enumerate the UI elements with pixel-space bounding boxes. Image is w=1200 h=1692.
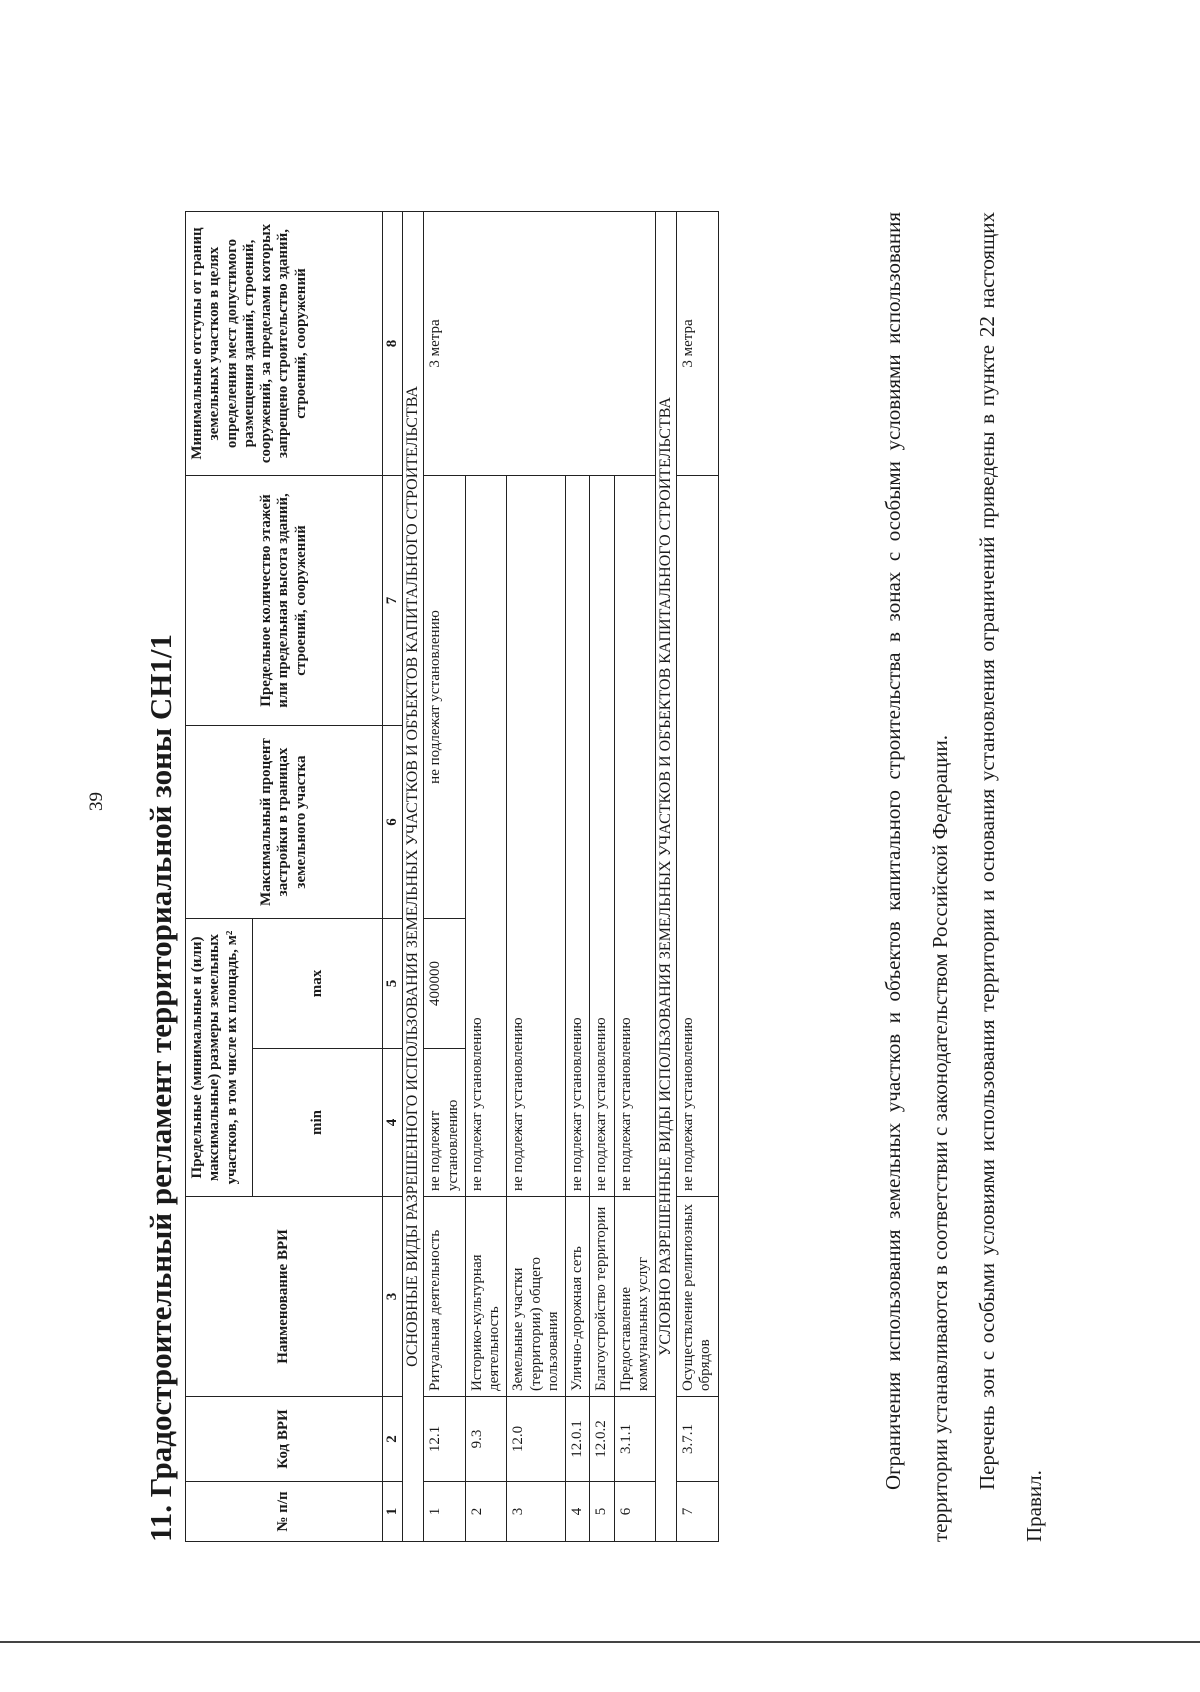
row-code: 12.0.1 xyxy=(566,1397,590,1482)
header-num: № п/п xyxy=(186,1482,383,1542)
row-num: 5 xyxy=(590,1482,614,1542)
row-num: 6 xyxy=(614,1482,656,1542)
table-row xyxy=(424,212,466,1542)
section-heading: УСЛОВНО РАЗРЕШЕННЫЕ ВИДЫ ИСПОЛЬЗОВАНИЯ ЗЕМЕЛЬНЫХ УЧАСТКОВ И ОБЪЕКТОВ КАПИТАЛЬНОГО СТРОИТЕЛЬСТВА xyxy=(656,212,677,1542)
row-name: Земельные участки (территории) общего пользования xyxy=(507,1197,566,1397)
row-code: 9.3 xyxy=(465,1397,507,1482)
row-max: 400000 xyxy=(424,919,466,1049)
row-num: 2 xyxy=(465,1482,507,1542)
row-code: 12.0 xyxy=(507,1397,566,1482)
row-code: 12.1 xyxy=(424,1397,466,1482)
column-number: 6 xyxy=(383,726,403,919)
column-number: 4 xyxy=(383,1049,403,1197)
column-number: 3 xyxy=(383,1197,403,1397)
column-number: 2 xyxy=(383,1397,403,1482)
header-percent: Максимальный процент застройки в границах земельного участка xyxy=(186,726,383,919)
page-number: 39 xyxy=(86,792,107,811)
header-row xyxy=(186,212,253,1542)
row-name: Благоустройство территории xyxy=(590,1197,614,1397)
row-name: Улично-дорожная сеть xyxy=(566,1197,590,1397)
row-min: не подлежит установлению xyxy=(424,1049,466,1197)
header-name: Наименование ВРИ xyxy=(186,1197,383,1397)
regulation-table xyxy=(185,211,719,1542)
column-number: 7 xyxy=(383,476,403,726)
section-heading: ОСНОВНЫЕ ВИДЫ РАЗРЕШЕННОГО ИСПОЛЬЗОВАНИЯ ЗЕМЕЛЬНЫХ УЧАСТКОВ И ОБЪЕКТОВ КАПИТАЛЬНОГО СТРОИТЕЛЬСТВА xyxy=(403,212,424,1542)
row-values: не подлежат установлению xyxy=(677,476,719,1197)
row-num: 4 xyxy=(566,1482,590,1542)
row-num: 1 xyxy=(424,1482,466,1542)
column-number-row xyxy=(383,212,403,1542)
column-number: 1 xyxy=(383,1482,403,1542)
section-main-row xyxy=(403,212,424,1542)
row-name: Ритуальная деятельность xyxy=(424,1197,466,1397)
body-text xyxy=(870,212,1058,1542)
row-values: не подлежат установлению xyxy=(507,476,566,1197)
row-name: Историко-культурная деятельность xyxy=(465,1197,507,1397)
paragraph-zones-list: Перечень зон с особыми условиями использования территории и основания установления ограничений приведены в пункте 22 настоящих Правил. xyxy=(975,212,1046,1542)
page-title: 11. Градостроительный регламент территориальной зоны СН1/1 xyxy=(143,634,178,1542)
row-values: не подлежат установлению xyxy=(465,476,507,1197)
header-size: Предельные (минимальные и (или) максимальные) размеры земельных участков, в том числе их площадь, м² xyxy=(186,919,253,1197)
row-code: 3.7.1 xyxy=(677,1397,719,1482)
row-name: Осуществление религиозных обрядов xyxy=(677,1197,719,1397)
table-row xyxy=(677,212,719,1542)
header-floors: Предельное количество этажей или предельная высота зданий, строений, сооружений xyxy=(186,476,383,726)
row-values: не подлежат установлению xyxy=(566,476,590,1197)
header-max: max xyxy=(253,919,383,1049)
row-code: 3.1.1 xyxy=(614,1397,656,1482)
section-conditional-row xyxy=(656,212,677,1542)
header-min: min xyxy=(253,1049,383,1197)
row-num: 7 xyxy=(677,1482,719,1542)
row-code: 12.0.2 xyxy=(590,1397,614,1482)
row-setback: 3 метра xyxy=(677,212,719,476)
row-num: 3 xyxy=(507,1482,566,1542)
paragraph-restrictions: Ограничения использования земельных участков и объектов капитального строительства в зонах с особыми условиями использования территории устанавливаются в соответствии с законодательством Российской Федерации. xyxy=(881,212,952,1542)
row-percent-floors: не подлежат установлению xyxy=(424,476,466,919)
row-setback: 3 метра xyxy=(424,212,656,476)
row-name: Предоставление коммунальных услуг xyxy=(614,1197,656,1397)
row-values: не подлежат установлению xyxy=(614,476,656,1197)
row-values: не подлежат установлению xyxy=(590,476,614,1197)
column-number: 8 xyxy=(383,212,403,476)
header-code: Код ВРИ xyxy=(186,1397,383,1482)
header-setback: Минимальные отступы от границ земельных участков в целях определения мест допустимого размещения зданий, строений, сооружений, за пределами которых запрещено строительство зданий, строений, сооружений xyxy=(186,212,383,476)
column-number: 5 xyxy=(383,919,403,1049)
scan-bottom-edge xyxy=(0,1641,1200,1643)
